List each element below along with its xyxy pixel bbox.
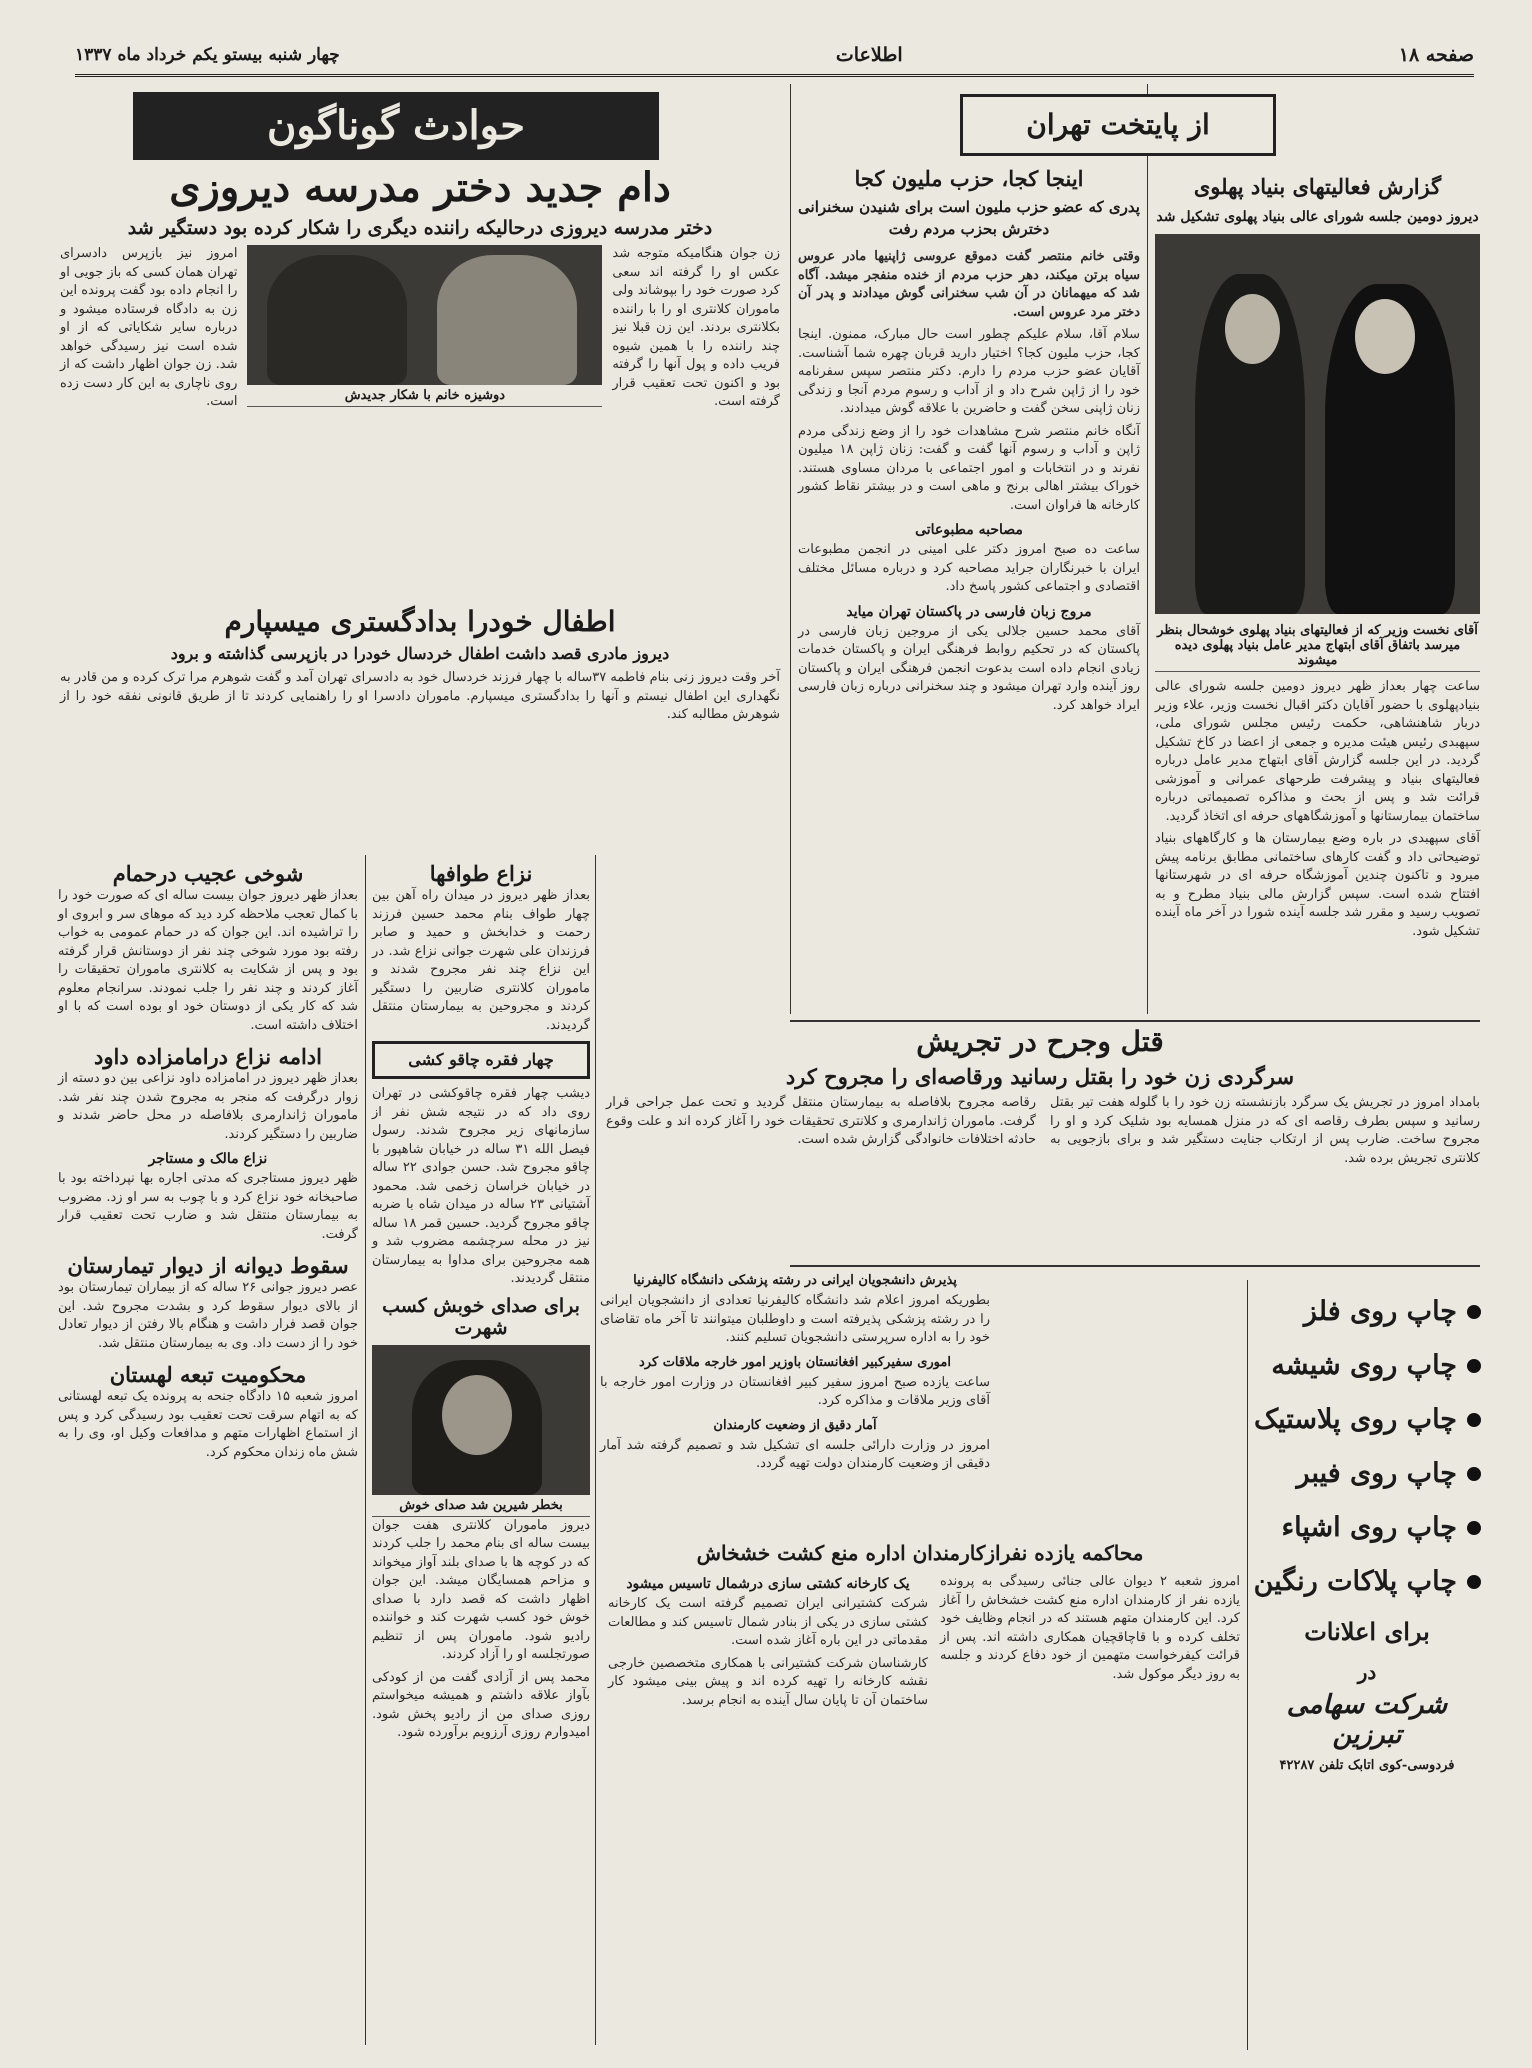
ad-service-label: چاپ روی فلز [1303, 1296, 1457, 1327]
bullet-icon [1467, 1305, 1481, 1319]
lower-middle-body-5: امروز در وزارت دارائی جلسه ای تشکیل شد و تصمیم گرفته شد آمار دقیقی از وضعیت کارمندان دولت تهیه گردد. [600, 1437, 990, 1471]
left-sixth-body: امروز شعبه ۱۵ دادگاه جنحه به پرونده یک تبعه لهستانی که به اتهام سرقت تحت تعقیب بود رسیدگی کرد و پس از استماع اظهارات متهم و مدافعات وکیل او، وی را به شش ماه زندان محکوم کرد. [58, 1389, 358, 1460]
middle-column [798, 165, 1140, 1013]
lower-right-section [600, 1540, 1240, 2045]
bullet-icon [1467, 1521, 1481, 1535]
right-photo [1155, 234, 1480, 614]
printing-ad [1253, 1285, 1481, 2045]
left-second-subhead: دیروز مادری قصد داشت اطفال خردسال خودرا در بازپرسی گذاشته و برود [170, 644, 670, 663]
lower-right-headline: محاکمه یازده نفرازکارمندان اداره منع کشت خشخاش [696, 1541, 1144, 1565]
right-headline: گزارش فعالیتهای بنیاد پهلوی [1193, 174, 1442, 199]
right-column [1026, 88, 1480, 1013]
page-header [75, 36, 1474, 77]
middle-body-1: وقتی خانم منتصر گفت دموقع عروسی ژاپنیها مادر عروس سیاه برتن میکند، دهر حزب مردم از خنده منفجر میشد. آگاه شد که میهمانان در آن شب سخنرانی گوش میدادند و پدر آن دختر مرد عروس است. [798, 249, 1140, 320]
lower-middle-body-4: ساعت یازده صبح امروز سفیر کبیر افغانستان در وزارت امور خارجه با آقای وزیر ملاقات و مذاکره کرد. [600, 1374, 990, 1408]
ad-for-text: برای اعلانات [1304, 1617, 1430, 1646]
left-fourth-headline: ادامه نزاع درامامزاده داود [94, 1044, 322, 1069]
left-fourth-subhead: نزاع مالک و مستاجر [148, 1151, 268, 1167]
center-left-headline: نزاع طوافها [429, 861, 533, 886]
ad-service-label: چاپ روی اشپاء [1281, 1512, 1457, 1543]
middle-body-3: آنگاه خانم منتصر شرح مشاهدات خود را از وضع زندگی مردم ژاپن و آداب و رسوم آنها گفت و گفت: زنان ژاپن ۱۸ میلیون نفرند و در انتخابات و امور اجتماعی با مردان مساوی هستند. خوراک بیشتر اهالی برنج و ماهی است و در بیشتر نقاط کشور کارخانه ها فراوان است. [798, 423, 1140, 513]
ad-service-label: چاپ پلاکات رنگین [1253, 1566, 1457, 1597]
ad-contact: فردوسی-کوی اتابک تلفن ۴۲۲۸۷ [1279, 1758, 1455, 1773]
lower-middle-subhead-4: آمار دقیق از وضعیت کارمندان [713, 1417, 877, 1433]
ad-service-item [1253, 1393, 1481, 1447]
ad-services-list [1253, 1285, 1481, 1609]
middle-headline: اینجا کجا، حزب ملیون کجا [854, 166, 1084, 191]
center-left-photo-caption: بخطر شیرین شد صدای خوش [372, 1495, 590, 1517]
lower-right-body-3: کارشناسان شرکت کشتیرانی با همکاری متخصصین خارجی نقشه کارخانه را تهیه کرده اند و پیش بینی میشود کار ساختمان آن تا پایان سال آینده به انجام برسد. [608, 1655, 928, 1708]
bullet-icon [1467, 1467, 1481, 1481]
ad-service-item [1253, 1339, 1481, 1393]
tehran-box-title: از پایتخت تهران [960, 94, 1276, 156]
center-left-body-2: دیشب چهار فقره چاقوکشی در تهران روی داد که در نتیجه شش نفر از سازمانهای زیر مجروح شدند. رسول فیصل الله ۳۱ ساله در خیابان شاهپور با چاقو مجروح شد. حسن جوادی ۲۲ ساله در خیابان خراسان زخمی شد. محمود آشتیانی ۲۳ ساله در میدان شاه با ضربه چاقو مجروح گردید. حسین قمر ۱۸ ساله نیز در محله سرچشمه مضروب شد و همه مجروحین برای مداوا به بیمارستان منتقل گردیدند. [372, 1086, 590, 1286]
lower-middle-body-1: بامداد امروز در تجریش یک سرگرد بازنشسته زن خود را با گلوله هفت تیر بقتل رسانید و سپس بطرف رقاصه ای که در منزل همسایه بود شلیک کرد و او را مجروح ساخت. ضارب پس از ارتکاب جنایت دستگیر شد و برای بازجویی به کلانتری تجریش برده شد. [1050, 1095, 1480, 1166]
right-body-2: آقای سپهبدی در باره وضع بیمارستان ها و کارگاههای بنیاد توضیحاتی داد و گفت کارهای ساختمانی مطابق برنامه پیش میرود و تاکنون چندین آموزشگاه حرفه ای در شهرستانها افتتاح شده است. سپس گزارش مالی بنیاد مطرح و به تصویب رسید و مقرر شد جلسه آینده شورا در آخر ماه آینده تشکیل شود. [1155, 831, 1480, 939]
middle-subhead-2: مصاحبه مطبوعاتی [915, 522, 1023, 538]
left-second-body: آخر وقت دیروز زنی بنام فاطمه ۳۷ساله با چهار فرزند خردسال خود به دادسرای تهران آمد و گفت شوهرم مرا ترک کرده و من قادر به نگهداری این اطفال نیستم و آنها را بدادگستری میسپارم. ماموران دادسرا او را راهنمایی کردند تا از طریق قانونی نفقه خود را از شوهرش مطالبه کند. [60, 670, 780, 722]
paper-name: اطلاعات [835, 44, 903, 66]
right-body-1: ساعت چهار بعداز ظهر دیروز دومین جلسه شورای عالی بنیادپهلوی با حضور آقایان دکتر اقبال نخست وزیر، علاء وزیر دربار شاهنشاهی، حکمت رئیس مجلس شورای ملی، سپهبدی رئیس هیئت مدیره و جمعی از اعضا در کاخ تشکیل گردید. در این جلسه گزارش آقای ابتهاج مدیر عامل درباره فعالیتهای بنیاد و پیشرفت طرحهای عمرانی و آموزشی قرائت شد و پس از بحث و مذاکره تصمیماتی درباره ساختمان بیمارستانها و آموزشگاههای حرفه ای اتخاذ گردید. [1155, 679, 1480, 824]
lower-middle-subhead-2: پذیرش دانشجویان ایرانی در رشته پزشکی دانشگاه کالیفرنیا [633, 1273, 957, 1288]
ad-service-label: چاپ روی شیشه [1271, 1350, 1457, 1381]
left-top-body-1: زن جوان هنگامیکه متوجه شد عکس او را گرفته اند سعی کرد صورت خود را بپوشاند ولی ماموران کلانتری او را با راننده بکلانتری بردند. این زن قبلا نیز چند راننده را با همین شیوه فریب داده و پول آنها را گرفته بود و اکنون تحت تعقیب قرار گرفته است. [612, 246, 780, 409]
lower-right-subhead: یک کارخانه کشتی سازی درشمال تاسیس میشود [626, 1576, 910, 1592]
left-fifth-headline: سقوط دیوانه از دیوار تیمارستان [67, 1253, 349, 1278]
lower-middle-body-2: رقاصه مجروح بلافاصله به بیمارستان منتقل گردید و تحت عمل جراحی قرار گرفت. ماموران ژاندارمری و کلانتری تحقیقات خود را آغاز کرده اند و علت وقوع حادثه اختلافات خانوادگی گزارش شده است. [606, 1095, 1036, 1147]
misc-events-banner: حوادث گوناگون [133, 92, 659, 160]
left-top-photo-caption: دوشیزه خانم با شکار جدیدش [247, 385, 602, 407]
ad-service-label: چاپ روی پلاستیک [1253, 1404, 1457, 1435]
ad-service-item [1253, 1285, 1481, 1339]
left-top-section [60, 165, 780, 605]
ad-service-item [1253, 1555, 1481, 1609]
left-second-section [60, 605, 780, 850]
left-top-body-2: امروز نیز بازپرس دادسرای تهران همان کسی که باز جویی او را انجام داده بود گفت پرونده این زن به دادگاه فرستاده میشود و درباره سایر شکایاتی که از او شده است نیز رسیدگی خواهد شد. زن جوان اظهار داشت که از روی ناچاری به این کار دست زده است. [60, 246, 238, 409]
left-sixth-headline: محکومیت تبعه لهستان [109, 1362, 307, 1387]
bullet-icon [1467, 1575, 1481, 1589]
ad-service-item [1253, 1447, 1481, 1501]
bullet-icon [1467, 1413, 1481, 1427]
bullet-icon [1467, 1359, 1481, 1373]
middle-subhead-3: مروج زبان فارسی در پاکستان تهران میاید [846, 603, 1092, 620]
left-top-headline: دام جدید دختر مدرسه دیروزی [169, 164, 671, 211]
left-fourth-body-2: ظهر دیروز مستاجری که مدتی اجاره بها نپرداخته بود با صاحبخانه خود نزاع کرد و با چوب به سر او زد. مضروب به بیمارستان منتقل شد و ضارب تحت تعقیب قرار گرفت. [58, 1171, 358, 1242]
ad-company-name: شرکت سهامی تبرزین [1286, 1690, 1448, 1750]
ad-service-item [1253, 1501, 1481, 1555]
left-fourth-body: بعداز ظهر دیروز در امامزاده داود نزاعی بین دو دسته از زوار درگرفت که منجر به مجروح شدن چند نفر شد. ماموران ژاندارمری بلافاصله در محل حاضر شدند و ضاربین را دستگیر کردند. [58, 1071, 358, 1142]
center-left-column [372, 860, 590, 2045]
page-number: صفحه ۱۸ [1398, 44, 1474, 66]
left-top-subhead: دختر مدرسه دیروزی درحالیکه راننده دیگری را شکار کرده بود دستگیر شد [127, 217, 713, 239]
lower-right-body: امروز شعبه ۲ دیوان عالی جنائی رسیدگی به پرونده یازده نفر از کارمندان اداره منع کشت خشخاش را آغاز کرد. این کارمندان متهم هستند که در انجام وظایف خود تخلف کرده و با قاچاقچیان همکاری داشته اند. پس از قرائت کیفرخواست متهمین از خود دفاع کردند و جلسه به روز دیگر موکول شد. [940, 1574, 1240, 1682]
middle-body-2: سلام آقا، سلام علیکم چطور است حال مبارک، ممنون. اینجا کجا، حزب ملیون کجا؟ اختیار دارید قربان چهره شما آشناست. آقایان عضو حزب مردم را دارم. دکتر منتصر سپس سفرنامه خود را از ژاپن شرح داد و از آداب و رسوم مردم آنجا و زندگی زنان ژاپنی سخن گفت و حاضرین با علاقه گوش میدادند. [798, 327, 1140, 416]
lower-middle-subhead-3: اموری سفیرکبیر افغانستان باوزیر امور خارجه ملاقات کرد [639, 1354, 951, 1370]
left-lower-column [58, 860, 358, 2045]
middle-subhead: پدری که عضو حزب ملیون است برای شنیدن سخنرانی دخترش بحزب مردم رفت [798, 198, 1140, 238]
left-third-headline: شوخی عجیب درحمام [112, 861, 304, 886]
center-left-body-1: بعداز ظهر دیروز در میدان راه آهن بین چهار طواف بنام محمد حسین فرزند رحمت و خدابخش و حمید و صابر فرزندان علی شهرت جوانی نزاع شد. در این نزاع چند نفر مجروح شدند و ماموران کلانتری ضاربین را دستگیر کردند و مجروحین به بیمارستان منتقل گردیدند. [372, 888, 590, 1033]
right-photo-caption: آقای نخست وزیر که از فعالیتهای بنیاد پهلوی خوشحال بنظر میرسد باتفاق آقای ابتهاج مدیر عامل بنیاد پهلوی دیده میشوند [1155, 620, 1480, 672]
center-left-body-3: دیروز ماموران کلانتری هفت جوان بیست ساله ای بنام محمد را جلب کردند که در کوچه ها با صدای بلند آواز میخواند و مزاحم همسایگان میشد. این جوان اظهار داشت که قصد دارد با صدای خوش خود کسب شهرت کند و خواننده رادیو شود. ماموران پس از تنظیم صورتجلسه او را آزاد کردند. [372, 1517, 590, 1662]
left-top-photo [247, 245, 602, 385]
ad-in-text: در [1357, 1660, 1377, 1684]
lower-middle-section [600, 1025, 1480, 1265]
left-third-body: بعداز ظهر دیروز جوان بیست ساله ای که صورت خود را با کمال تعجب ملاحظه کرد دید که موهای سر و ابروی او را تراشیده اند. این جوان که در حمام عمومی به خواب رفته بود مورد شوخی چند نفر از دوستانش قرار گرفته بود و پس از شکایت به کلانتری ماموران تحقیقات را آغاز کردند و چند نفر را جلب نمودند. سرانجام معلوم شد که کار یکی از دوستان خود او بوده است که با او اختلاف داشته است. [58, 888, 358, 1033]
lower-right-body-2: شرکت کشتیرانی ایران تصمیم گرفته است یک کارخانه کشتی سازی در یکی از بنادر شمال تاسیس کند و مطالعات مقدماتی در این باره آغاز شده است. [608, 1596, 928, 1648]
center-left-photo [372, 1345, 590, 1495]
center-left-headline-2: برای صدای خوبش کسب شهرت [382, 1294, 580, 1339]
middle-body-4: ساعت ده صبح امروز دکتر علی امینی در انجمن مطبوعات ایران با خبرنگاران جراید مصاحبه کرد و درباره مسائل مختلف اقتصادی و اجتماعی کشور پاسخ داد. [798, 542, 1140, 594]
lower-middle-body-3: بطوریکه امروز اعلام شد دانشگاه کالیفرنیا تعدادی از دانشجویان ایرانی را در رشته پزشکی پذیرفته است و داوطلبان میتوانند تا آخر ماه تقاضای خود را به اداره سرپرستی دانشجویان تسلیم کنند. [600, 1293, 990, 1345]
left-second-headline: اطفال خودرا بدادگستری میسپارم [224, 605, 616, 638]
issue-date: چهار شنبه بیستو یکم خرداد ماه ۱۳۳۷ [75, 45, 340, 65]
ad-service-label: چاپ روی فیبر [1296, 1458, 1457, 1489]
lower-middle-subhead: سرگردی زن خود را بقتل رسانید ورقاصه‌ای را مجروح کرد [785, 1064, 1295, 1089]
center-left-body-4: محمد پس از آزادی گفت من از کودکی بآواز علاقه داشتم و همیشه میخواستم روزی صدای من از رادیو پخش شود. امیدوارم روزی آرزویم برآورده شود. [372, 1669, 590, 1740]
left-fifth-body: عصر دیروز جوانی ۲۶ ساله که از بیماران تیمارستان بود از بالای دیوار سقوط کرد و بشدت مجروح شد. این جوان قصد فرار داشت و هنگام بالا رفتن از دیوار تعادل خود را از دست داد. وی به بیمارستان منتقل شد. [58, 1280, 358, 1351]
middle-body-5: آقای محمد حسین جلالی یکی از مروجین زبان فارسی در پاکستان که در تحکیم روابط فرهنگی ایران و پاکستان خدمات زیادی انجام داده است بدعوت انجمن فرهنگی ایران و پاکستان روز آینده وارد تهران میشود و چند سخنرانی درباره زبان فارسی ایراد خواهد کرد. [798, 623, 1140, 713]
center-left-box-title: چهار فقره چاقو کشی [372, 1041, 590, 1079]
right-subhead: دیروز دومین جلسه شورای عالی بنیاد پهلوی تشکیل شد [1156, 209, 1479, 225]
lower-middle-headline: قتل وجرح در تجریش [916, 1025, 1164, 1058]
